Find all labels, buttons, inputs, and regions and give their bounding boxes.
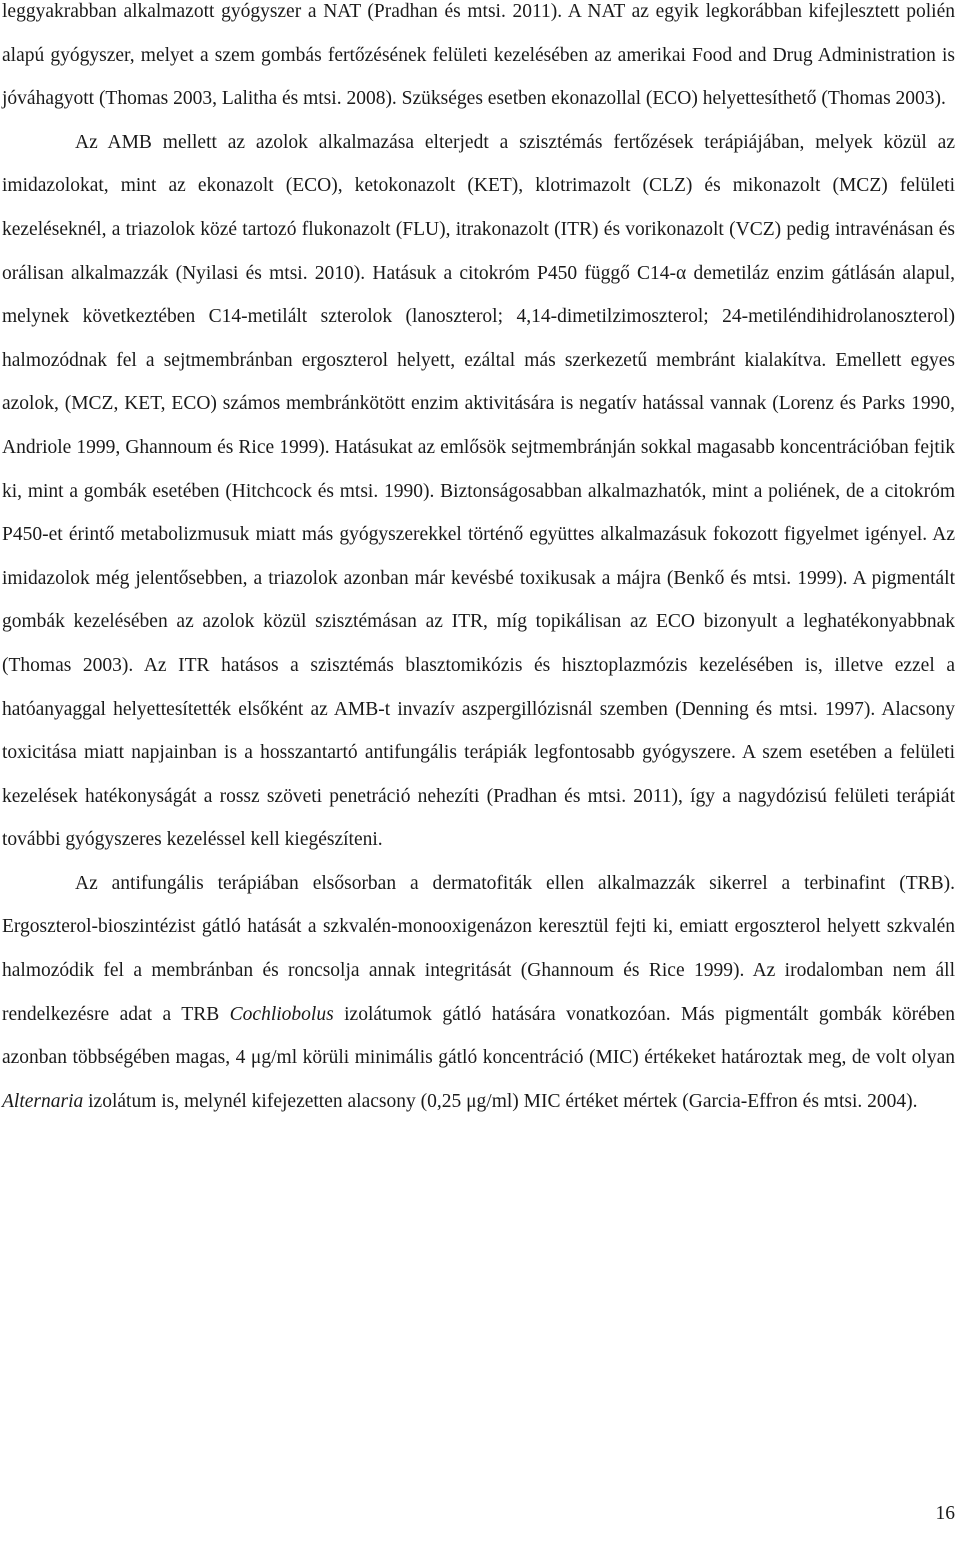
text-run: leggyakrabban alkalmazott gyógyszer a NAT (Pradhan és mtsi. 2011). A NAT az egyik legkorábban kifejlesztett polién alapú gyógyszer, melyet a szem gombás fertőzésének felületi kezelésében az amerikai Food and Drug Administration is jóváhagyott (Thomas 2003, Lalitha és mtsi. 2008). Szükséges esetben ekonazollal (ECO) helyettesíthető (Thomas 2003).: [2, 1, 955, 110]
page-number: 16: [935, 1503, 955, 1524]
body-text: [2, 0, 955, 1123]
paragraph-1: [2, 0, 955, 121]
text-run: Az AMB mellett az azolok alkalmazása elterjedt a szisztémás fertőzések terápiájában, melyek közül az imidazolokat, mint az ekonazolt (ECO), ketokonazolt (KET), klotrimazolt (CLZ) és mikonazolt (MCZ) felületi kezeléseknél, a triazolok közé tartozó flukonazolt (FLU), itrakonazolt (ITR) és vorikonazolt (VCZ) pedig intravénásan és orálisan alkalmazzák (Nyilasi és mtsi. 2010). Hatásuk a citokróm P450 függő C14-α demetiláz enzim gátlásán alapul, melynek következtében C14-metilált szterolok (lanoszterol; 4,14-dimetilzimoszterol; 24-metiléndihidrolanoszterol) halmozódnak fel a sejtmembránban ergoszterol helyett, ezáltal más szerkezetű membránt kialakítva. Emellett egyes azolok, (MCZ, KET, ECO) számos membránkötött enzim aktivitására is negatív hatással vannak (Lorenz és Parks 1990, Andriole 1999, Ghannoum és Rice 1999). Hatásukat az emlősök sejtmembránján sokkal magasabb koncentrációban fejtik ki, mint a gombák esetében (Hitchcock és mtsi. 1990). Biztonságosabban alkalmazhatók, mint a poliének, de a citokróm P450-et érintő metabolizmusuk miatt más gyógyszerekkel történő együttes alkalmazásuk fokozott figyelmet igényel. Az imidazolok még jelentősebben, a triazolok azonban már kevésbé toxikusak a májra (Benkő és mtsi. 1999). A pigmentált gombák kezelésében az azolok közül szisztémásan az ITR, míg topikálisan az ECO bizonyult a leghatékonyabbnak (Thomas 2003). Az ITR hatásos a szisztémás blasztomikózis és hisztoplazmózis kezelésében is, illetve ezzel a hatóanyaggal helyettesítették elsőként az AMB-t invazív aszpergillózisnál szemben (Denning és mtsi. 1997). Alacsony toxicitása miatt napjainban is a hosszantartó antifungális terápiák legfontosabb gyógyszere. A szem esetében a felületi kezelések hatékonyságát a rossz szöveti penetráció nehezíti (Pradhan és mtsi. 2011), így a nagydózisú felületi terápiát további gyógyszeres kezeléssel kell kiegészíteni.: [2, 131, 955, 851]
text-run: Az antifungális terápiában elsősorban a dermatofiták ellen alkalmazzák sikerrel a terbinafint (TRB). Ergoszterol-bioszintézist gátló hatását a szkvalén-monooxigenázon keresztül fejti ki, emiatt ergoszterol helyett szkvalén halmozódik fel a membránban és roncsolja annak integritását (Ghannoum és Rice 1999). Az irodalomban nem áll rendelkezésre adat a TRB: [2, 872, 955, 1025]
text-run: izolátum is, melynél kifejezetten alacsony (0,25 μg/ml) MIC értéket mértek (Garcia-Effron és mtsi. 2004).: [83, 1090, 918, 1112]
paragraph-2: [2, 121, 955, 862]
text-run: izolátumok gátló hatására vonatkozóan. Más pigmentált gombák körében azonban többségében magas, 4 μg/ml körüli minimális gátló koncentráció (MIC) értékeket határoztak meg, de volt olyan: [2, 1003, 955, 1069]
italic-term: Cochliobolus: [229, 1003, 334, 1025]
paragraph-3: [2, 862, 955, 1124]
italic-term: Alternaria: [2, 1090, 84, 1112]
